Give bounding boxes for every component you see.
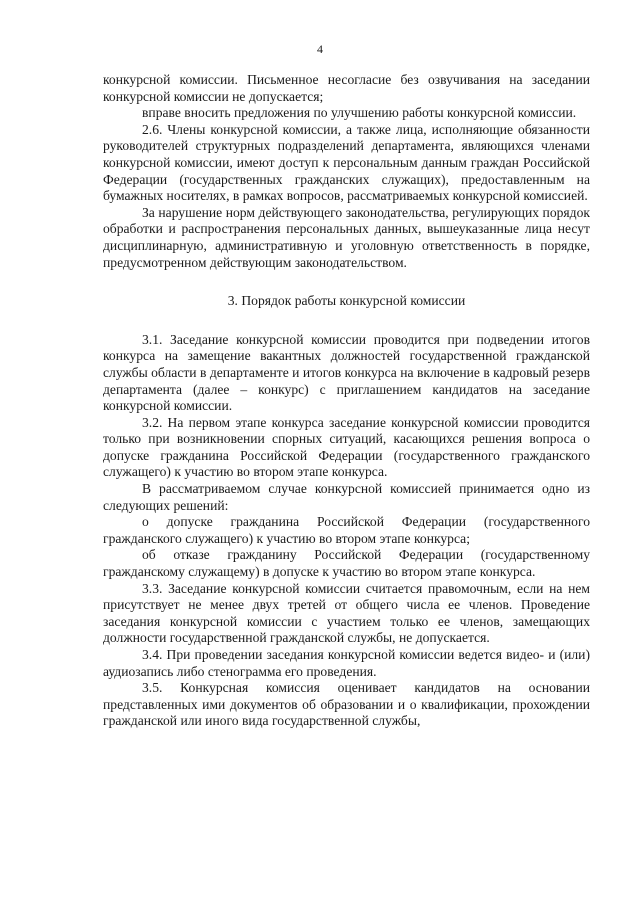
paragraph-3-4: 3.4. При проведении заседания конкурсной комиссии ведется видео- и (или) аудиозапись либо стенограмма его проведения. — [103, 647, 590, 679]
paragraph-3-5: 3.5. Конкурсная комиссия оценивает кандидатов на основании представленных ими документов об образовании и о квалификации, прохождении гражданской или иного вида государственной службы, — [103, 680, 590, 729]
paragraph-decisions-intro: В рассматриваемом случае конкурсной комиссией принимается одно из следующих решений: — [103, 481, 590, 513]
section-heading: 3. Порядок работы конкурсной комиссии — [227, 293, 466, 309]
paragraph-2-6: 2.6. Члены конкурсной комиссии, а также лица, исполняющие обязанности руководителей структурных подразделений департамента, являющихся членами конкурсной комиссии, имеют доступ к персональным данным граждан Российской Федерации (государственных гражданских служащих), предоставленным на бумажных носителях, в рамках вопросов, рассматриваемых конкурсной комиссией. — [103, 121, 590, 204]
paragraph-liability: За нарушение норм действующего законодательства, регулирующих порядок обработки и распространения персональных данных, вышеуказанные лица несут дисциплинарную, административную и уголовную ответственность в порядке, предусмотренном действующим законодательством. — [103, 204, 590, 270]
paragraph-proposals: вправе вносить предложения по улучшению работы конкурсной комиссии. — [142, 105, 577, 121]
paragraph-continuation: конкурсной комиссии. Письменное несогласие без озвучивания на заседании конкурсной комиссии не допускается; — [103, 72, 590, 104]
paragraph-3-1: 3.1. Заседание конкурсной комиссии проводится при подведении итогов конкурса на замещение вакантных должностей государственной гражданской службы области в департаменте и итогов конкурса на включение в кадровый резерв департамента (далее – конкурс) с приглашением кандидатов на заседание конкурсной комиссии. — [103, 331, 590, 414]
paragraph-3-3: 3.3. Заседание конкурсной комиссии считается правомочным, если на нем присутствует не менее двух третей от общего числа ее членов. Проведение заседания конкурсной комиссии с участием только ее членов, замещающих должности государственной гражданской службы, не допускается. — [103, 580, 590, 646]
paragraph-decision-admit: о допуске гражданина Российской Федерации (государственного гражданского служащего) к участию во втором этапе конкурса; — [103, 514, 590, 546]
paragraph-3-2: 3.2. На первом этапе конкурса заседание конкурсной комиссии проводится только при возникновении спорных ситуаций, касающихся решения вопроса о допуске гражданина Российской Федерации (государственного гражданского служащего) к участию во втором этапе конкурса. — [103, 414, 590, 480]
paragraph-decision-refuse: об отказе гражданину Российской Федерации (государственному гражданскому служащему) в допуске к участию во втором этапе конкурса. — [103, 547, 590, 580]
page-number: 4 — [317, 42, 323, 56]
document-body — [103, 72, 590, 730]
